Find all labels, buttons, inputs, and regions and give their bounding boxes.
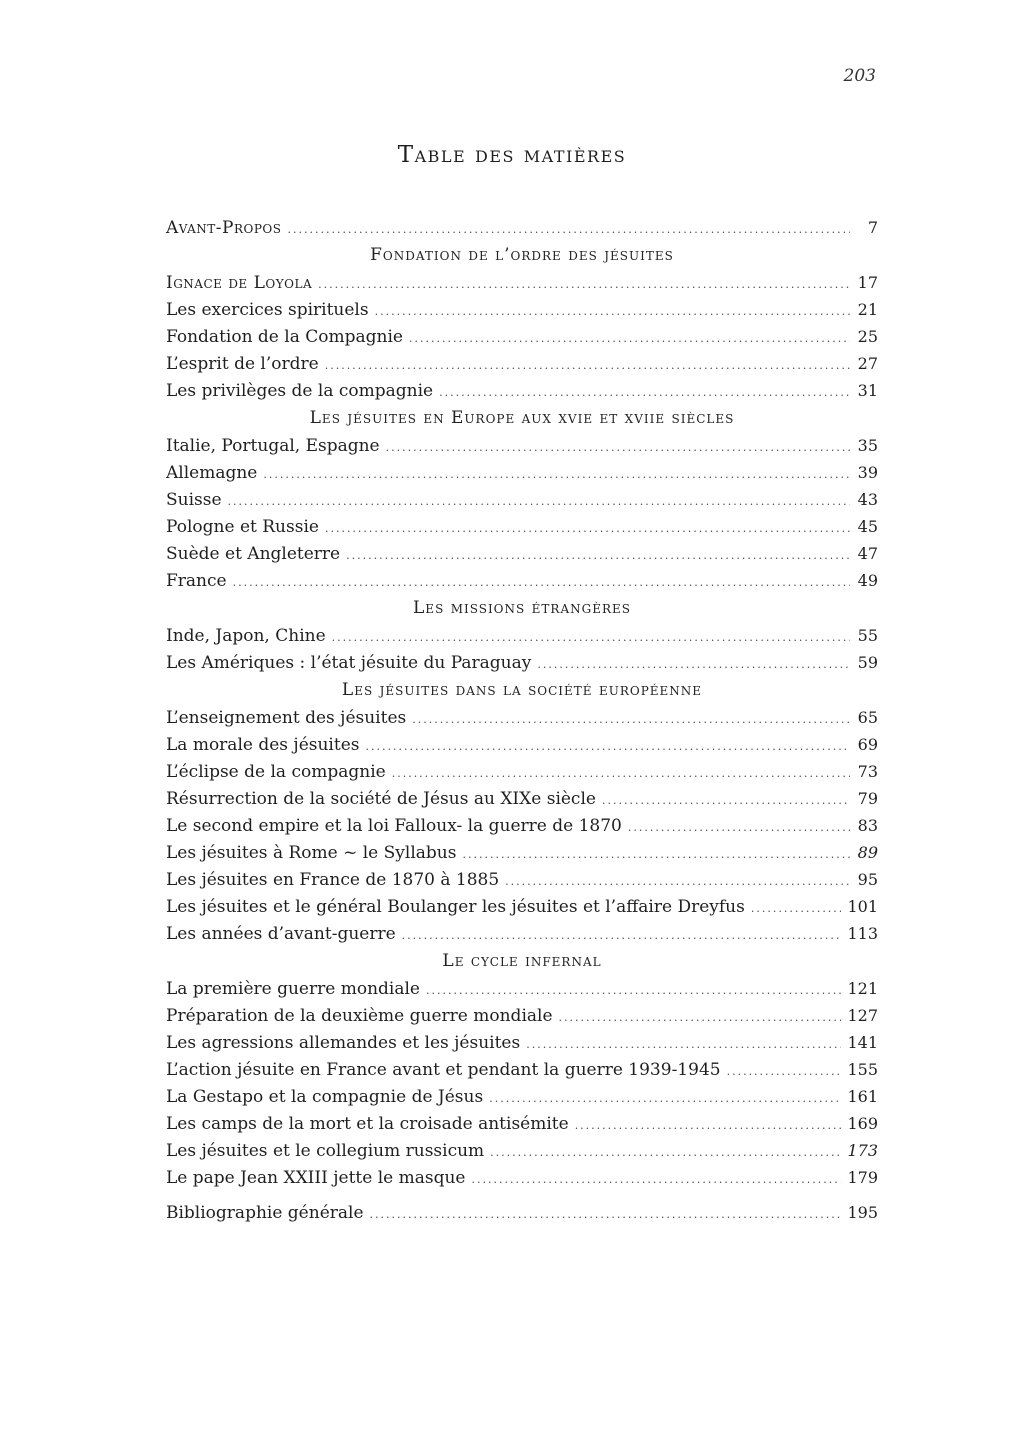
toc-entry-title: Ignace de Loyola [166, 273, 313, 293]
toc-entry-title: Suède et Angleterre [166, 544, 341, 564]
toc-entry[interactable] [166, 323, 878, 350]
toc-entry-title: Le second empire et la loi Falloux- la guerre de 1870 [166, 816, 622, 836]
toc-entry-page: 55 [857, 626, 878, 645]
toc-entry[interactable] [166, 1029, 878, 1056]
toc-entry-title: Les privilèges de la compagnie [166, 381, 434, 401]
toc-entry-page: 59 [857, 653, 878, 672]
toc-entry[interactable] [166, 1056, 878, 1083]
toc-entry-page: 83 [857, 816, 878, 835]
toc-entry-page: 173 [847, 1141, 878, 1160]
toc-entry-title: France [166, 571, 227, 591]
dot-leader [751, 895, 842, 922]
dot-leader [325, 352, 850, 379]
dot-leader [412, 706, 850, 733]
dot-leader [318, 271, 850, 298]
toc-entry[interactable] [166, 432, 878, 459]
dot-leader [526, 1031, 841, 1058]
toc-entry-title: Les exercices spirituels [166, 300, 369, 320]
dot-leader [386, 434, 850, 461]
dot-leader [263, 461, 850, 488]
toc-entry-page: 21 [857, 300, 878, 319]
toc-entry-page: 35 [857, 436, 878, 455]
toc-entry-page: 47 [857, 544, 878, 563]
toc-entry[interactable] [166, 486, 878, 513]
dot-leader [727, 1058, 842, 1085]
toc-entry[interactable] [166, 1137, 878, 1164]
dot-leader [602, 787, 850, 814]
toc-entry-title: La première guerre mondiale [166, 979, 420, 999]
toc-entry-page: 101 [847, 897, 878, 916]
dot-leader [559, 1004, 842, 1031]
dot-leader [346, 542, 850, 569]
toc-entry-page: 17 [857, 273, 878, 292]
toc-entry[interactable] [166, 540, 878, 567]
dot-leader [489, 1085, 841, 1112]
toc-entry-title: L’enseignement des jésuites [166, 708, 407, 728]
toc-entry-title: Avant-Propos [166, 218, 282, 238]
toc-entry[interactable] [166, 1199, 878, 1226]
toc-entry-page: 89 [857, 843, 878, 862]
dot-leader [228, 488, 850, 515]
toc-entry-title: Italie, Portugal, Espagne [166, 436, 380, 456]
section-heading: Fondation de l’ordre des jésuites [370, 245, 674, 265]
dot-leader [462, 841, 850, 868]
toc-entry-title: Préparation de la deuxième guerre mondiale [166, 1006, 553, 1026]
dot-leader [575, 1112, 842, 1139]
toc-entry[interactable] [166, 459, 878, 486]
toc-entry-page: 69 [857, 735, 878, 754]
toc-entry-title: Pologne et Russie [166, 517, 319, 537]
toc-entry[interactable] [166, 785, 878, 812]
dot-leader [325, 515, 850, 542]
dot-leader [537, 651, 850, 678]
toc-entry-page: 121 [847, 979, 878, 998]
toc-entry[interactable] [166, 731, 878, 758]
dot-leader [402, 922, 842, 949]
toc-entry[interactable] [166, 866, 878, 893]
toc-entry-title: Inde, Japon, Chine [166, 626, 326, 646]
dot-leader [288, 216, 851, 243]
toc-entry[interactable] [166, 758, 878, 785]
toc-entry[interactable] [166, 1002, 878, 1029]
section-heading: Le cycle infernal [442, 951, 602, 971]
section-heading: Les jésuites en Europe aux xvie et xviie siècles [309, 408, 735, 428]
toc-entry-title: Les jésuites à Rome ~ le Syllabus [166, 843, 457, 863]
toc-entry-page: 141 [847, 1033, 878, 1052]
toc-entry-page: 65 [857, 708, 878, 727]
toc-entry-title: L’esprit de l’ordre [166, 354, 319, 374]
toc-entry-title: La morale des jésuites [166, 735, 360, 755]
toc-entry-page: 127 [847, 1006, 878, 1025]
toc-entry-title: L’action jésuite en France avant et pendant la guerre 1939-1945 [166, 1060, 721, 1080]
toc-entry[interactable] [166, 1083, 878, 1110]
toc-entry-page: 49 [857, 571, 878, 590]
toc-entry[interactable] [166, 893, 878, 920]
toc-entry-page: 39 [857, 463, 878, 482]
toc-entry-page: 161 [847, 1087, 878, 1106]
toc-entry-title: Les agressions allemandes et les jésuites [166, 1033, 521, 1053]
toc-entry-title: Résurrection de la société de Jésus au XIXe siècle [166, 789, 596, 809]
toc-entry[interactable] [166, 350, 878, 377]
toc-entry[interactable] [166, 214, 878, 241]
toc-entry-title: Le pape Jean XXIII jette le masque [166, 1168, 466, 1188]
toc-entry-title: Les Amériques : l’état jésuite du Paraguay [166, 653, 532, 673]
toc-entry-page: 155 [847, 1060, 878, 1079]
toc-entry-title: Les années d’avant-guerre [166, 924, 396, 944]
toc-entry-title: Allemagne [166, 463, 258, 483]
toc-entry-title: Suisse [166, 490, 222, 510]
dot-leader [332, 624, 850, 651]
toc-entry[interactable] [166, 649, 878, 676]
toc-entry-title: Les jésuites et le général Boulanger les jésuites et l’affaire Dreyfus [166, 897, 745, 917]
dot-leader [392, 760, 850, 787]
dot-leader [375, 298, 850, 325]
toc-entry-title: Les jésuites et le collegium russicum [166, 1141, 485, 1161]
section-heading: Les jésuites dans la société européenne [341, 680, 703, 700]
toc-entry-page: 195 [847, 1203, 878, 1222]
toc-entry-page: 95 [857, 870, 878, 889]
toc-entry-page: 25 [857, 327, 878, 346]
toc-entry-title: La Gestapo et la compagnie de Jésus [166, 1087, 484, 1107]
toc-entry[interactable] [166, 377, 878, 404]
toc-entry-page: 7 [867, 218, 878, 237]
toc-entry[interactable] [166, 513, 878, 540]
page-number: 203 [843, 66, 876, 86]
dot-leader [471, 1166, 841, 1193]
dot-leader [409, 325, 850, 352]
toc-entry-title: Les jésuites en France de 1870 à 1885 [166, 870, 500, 890]
table-of-contents [166, 214, 878, 1226]
toc-entry-page: 43 [857, 490, 878, 509]
toc-entry-page: 79 [857, 789, 878, 808]
toc-entry[interactable] [166, 704, 878, 731]
page-title: Table des matières [397, 142, 627, 168]
dot-leader [490, 1139, 841, 1166]
toc-entry[interactable] [166, 567, 878, 594]
toc-entry-page: 27 [857, 354, 878, 373]
toc-entry-title: Fondation de la Compagnie [166, 327, 403, 347]
toc-entry[interactable] [166, 1110, 878, 1137]
toc-entry[interactable] [166, 296, 878, 323]
dot-leader [628, 814, 850, 841]
dot-leader [233, 569, 850, 596]
toc-entry[interactable] [166, 269, 878, 296]
dot-leader [370, 1201, 842, 1228]
dot-leader [505, 868, 850, 895]
toc-entry[interactable] [166, 975, 878, 1002]
toc-entry[interactable] [166, 812, 878, 839]
toc-entry[interactable] [166, 839, 878, 866]
toc-entry[interactable] [166, 920, 878, 947]
toc-entry-page: 113 [847, 924, 878, 943]
dot-leader [439, 379, 850, 406]
toc-entry-page: 169 [847, 1114, 878, 1133]
toc-entry-page: 73 [857, 762, 878, 781]
toc-entry-title: L’éclipse de la compagnie [166, 762, 386, 782]
toc-entry-title: Bibliographie générale [166, 1203, 364, 1223]
toc-entry[interactable] [166, 622, 878, 649]
toc-entry-title: Les camps de la mort et la croisade antisémite [166, 1114, 569, 1134]
toc-entry-page: 31 [857, 381, 878, 400]
toc-entry-page: 45 [857, 517, 878, 536]
toc-entry[interactable] [166, 1164, 878, 1191]
toc-entry-page: 179 [847, 1168, 878, 1187]
dot-leader [365, 733, 850, 760]
dot-leader [426, 977, 841, 1004]
section-heading: Les missions étrangères [413, 598, 631, 618]
